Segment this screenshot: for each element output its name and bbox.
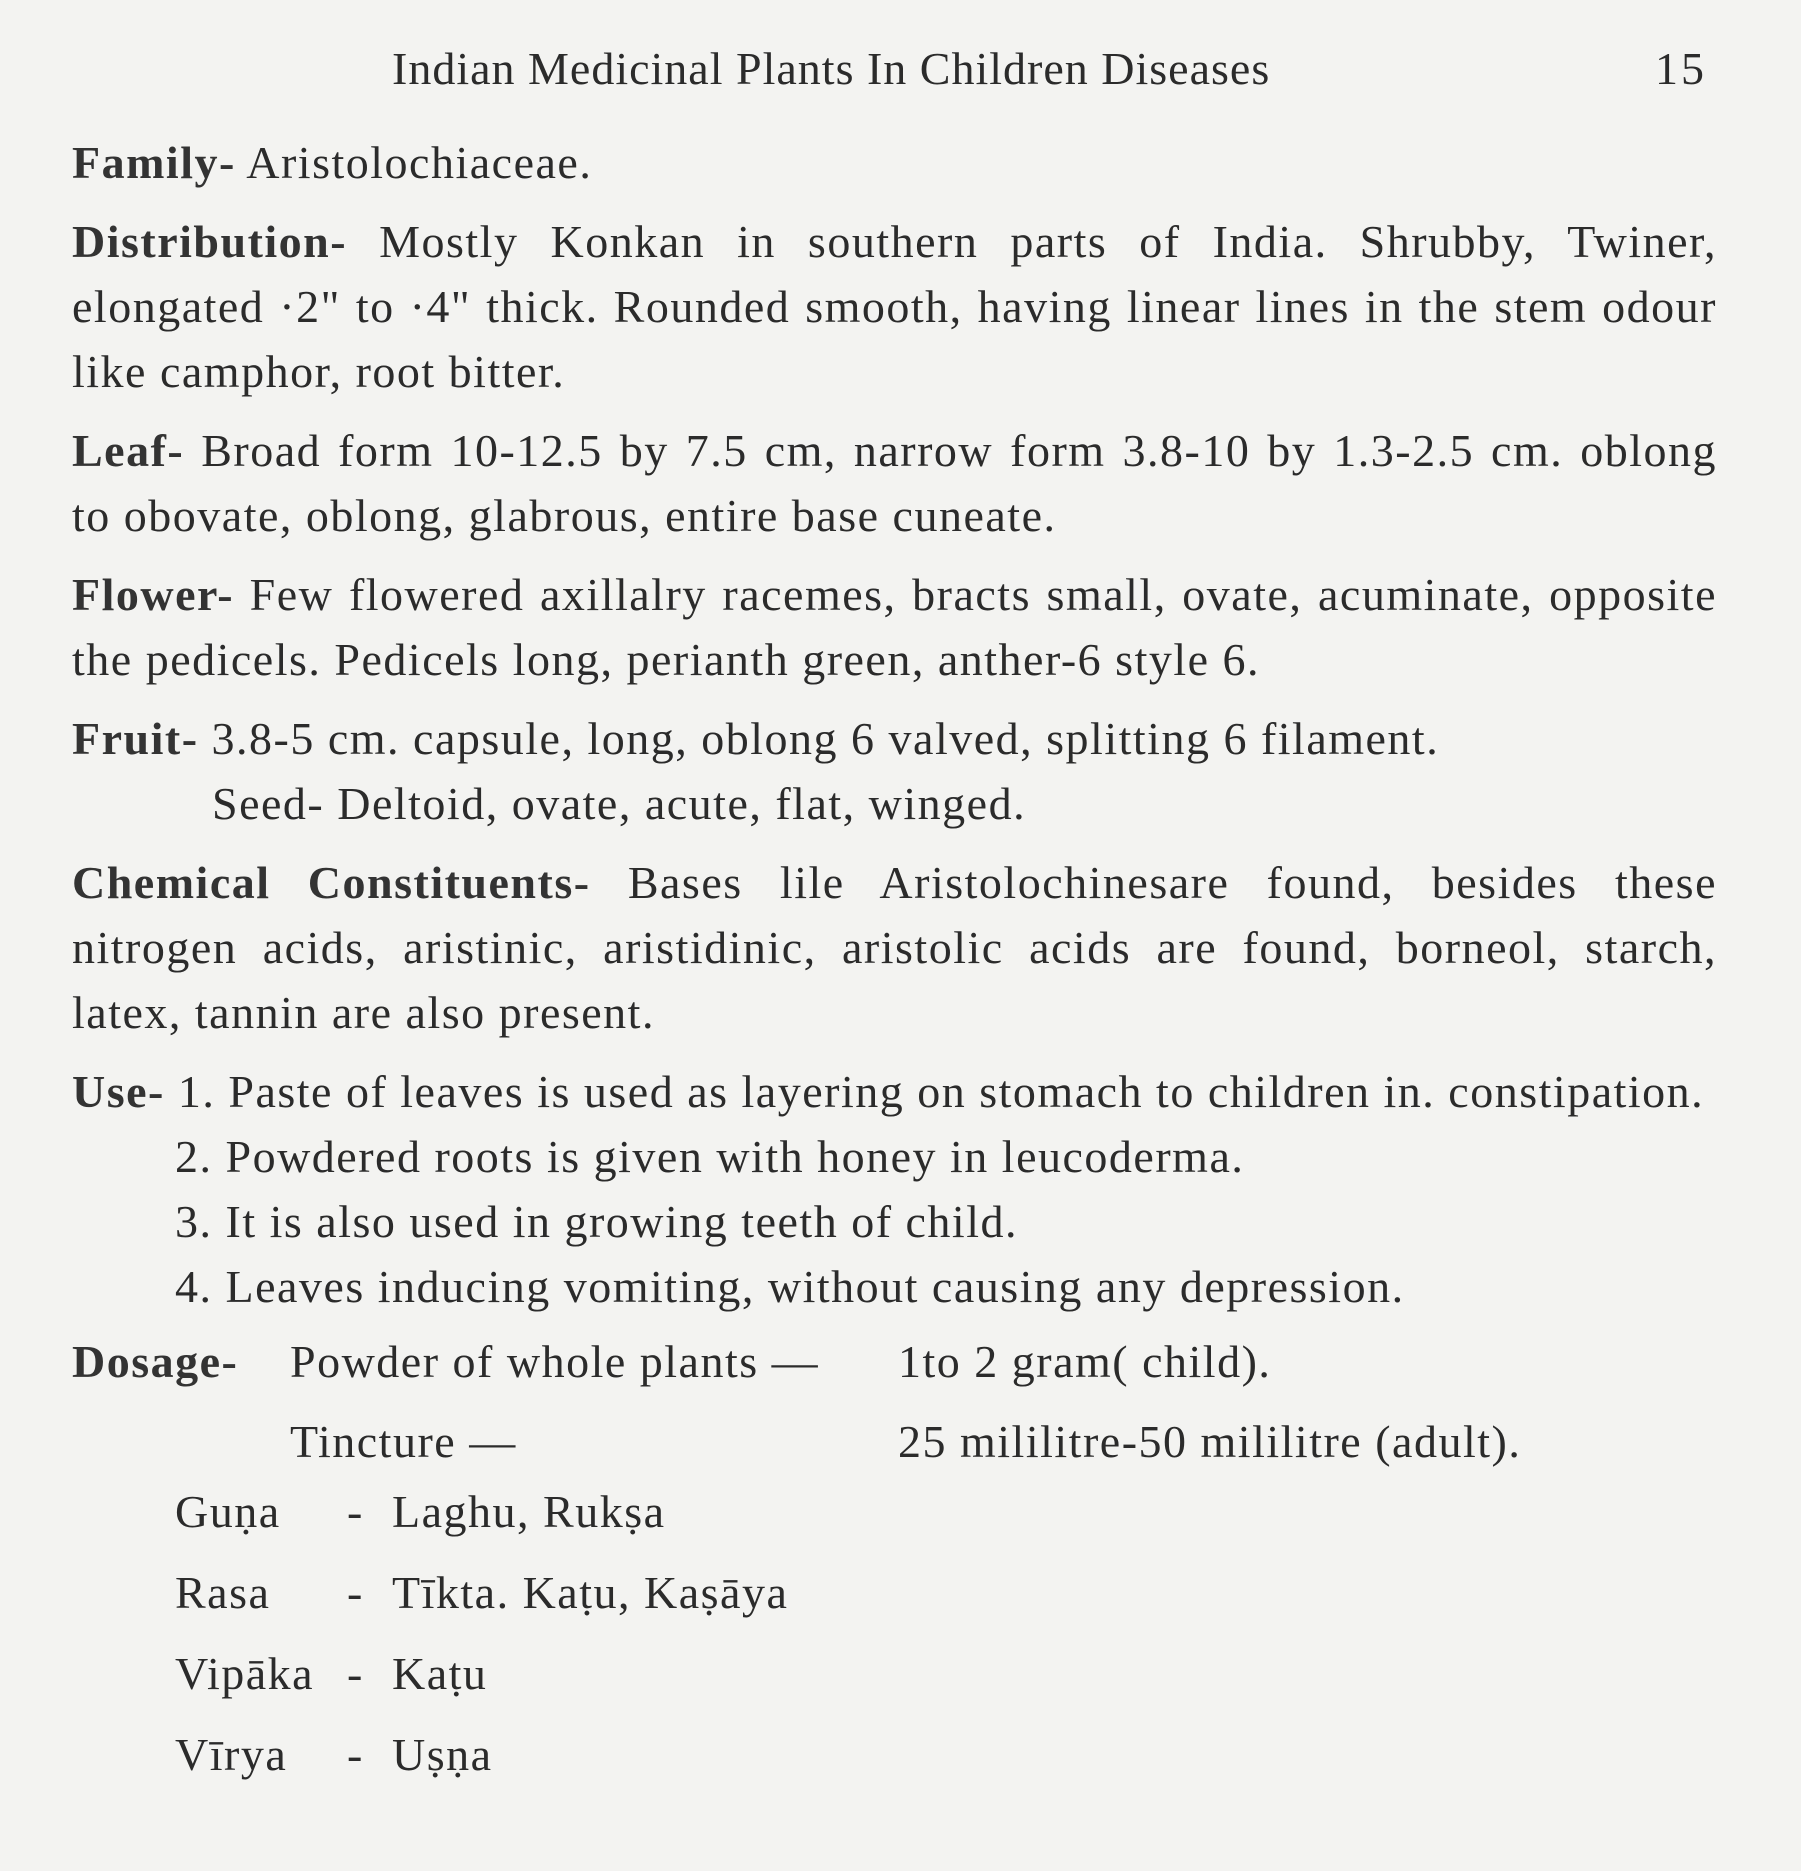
use-item: 2. Powdered roots is given with honey in leucoderma. bbox=[175, 1131, 1245, 1182]
family-label: Family- bbox=[72, 137, 236, 188]
family-paragraph bbox=[72, 130, 1717, 195]
use-first-text: 1. Paste of leaves is used as layering on stomach to children in. constipation. bbox=[164, 1066, 1705, 1117]
seed-line: Seed- Deltoid, ovate, acute, flat, winged. bbox=[212, 778, 1027, 829]
property-separator: - bbox=[347, 1567, 364, 1618]
leaf-label: Leaf- bbox=[72, 425, 185, 476]
fruit-label: Fruit- bbox=[72, 713, 199, 764]
use-section bbox=[72, 1059, 1717, 1319]
property-separator: - bbox=[347, 1648, 364, 1699]
fruit-text: 3.8-5 cm. capsule, long, oblong 6 valved, splitting 6 filament. bbox=[198, 713, 1440, 764]
use-item: 3. It is also used in growing teeth of child. bbox=[175, 1196, 1018, 1247]
property-key: Vīrya bbox=[175, 1729, 288, 1780]
ayurvedic-properties bbox=[72, 1479, 1717, 1803]
property-row bbox=[72, 1641, 1717, 1722]
property-row bbox=[72, 1479, 1717, 1560]
flower-text: Few flowered axillalry racemes, bracts small, ovate, acuminate, opposite the pedicels. Pedicels long, perianth green, anther-6 style 6. bbox=[72, 569, 1717, 685]
page-body bbox=[72, 130, 1717, 1803]
page-number: 15 bbox=[1655, 43, 1707, 94]
property-value: Laghu, Rukṣa bbox=[392, 1486, 666, 1537]
distribution-paragraph bbox=[72, 209, 1717, 404]
chemical-label: Chemical Constituents- bbox=[72, 857, 591, 908]
dosage-row-value: 1to 2 gram( child). bbox=[898, 1336, 1272, 1387]
property-value: Kaṭu bbox=[392, 1648, 488, 1699]
flower-paragraph bbox=[72, 562, 1717, 692]
property-separator: - bbox=[347, 1729, 364, 1780]
leaf-paragraph bbox=[72, 418, 1717, 548]
flower-label: Flower- bbox=[72, 569, 235, 620]
dosage-row-desc: Powder of whole plants — bbox=[290, 1336, 820, 1387]
family-text: Aristolochiaceae. bbox=[235, 137, 593, 188]
distribution-text: Mostly Konkan in southern parts of India. Shrubby, Twiner, elongated ·2" to ·4" thick. Rounded smooth, having linear lines in the stem odour like camphor, root bitter. bbox=[72, 216, 1717, 397]
property-key: Guṇa bbox=[175, 1486, 281, 1537]
property-row bbox=[72, 1560, 1717, 1641]
dosage-row-value: 25 mililitre-50 mililitre (adult). bbox=[898, 1416, 1522, 1467]
fruit-paragraph bbox=[72, 706, 1717, 836]
use-first-item bbox=[72, 1059, 1717, 1124]
running-title: Indian Medicinal Plants In Children Diseases bbox=[392, 43, 1271, 94]
dosage-label: Dosage- bbox=[72, 1336, 239, 1387]
dosage-row-desc: Tincture — bbox=[290, 1416, 517, 1467]
property-row bbox=[72, 1722, 1717, 1803]
property-value: Uṣṇa bbox=[392, 1729, 493, 1780]
distribution-label: Distribution- bbox=[72, 216, 348, 267]
property-separator: - bbox=[347, 1486, 364, 1537]
use-item: 4. Leaves inducing vomiting, without causing any depression. bbox=[175, 1261, 1405, 1312]
chemical-paragraph bbox=[72, 850, 1717, 1045]
property-key: Rasa bbox=[175, 1567, 271, 1618]
property-key: Vipāka bbox=[175, 1648, 315, 1699]
dosage-section bbox=[72, 1329, 1717, 1479]
running-header bbox=[0, 42, 1801, 102]
chemical-text: Bases lile Aristolochinesare found, besides these nitrogen acids, aristinic, aristidinic, aristolic acids are found, borneol, starch, latex, tannin are also present. bbox=[72, 857, 1717, 1038]
property-value: Tīkta. Kaṭu, Kaṣāya bbox=[392, 1567, 789, 1618]
leaf-text: Broad form 10-12.5 by 7.5 cm, narrow form 3.8-10 by 1.3-2.5 cm. oblong to obovate, oblong, glabrous, entire base cuneate. bbox=[72, 425, 1717, 541]
use-label: Use- bbox=[72, 1066, 165, 1117]
